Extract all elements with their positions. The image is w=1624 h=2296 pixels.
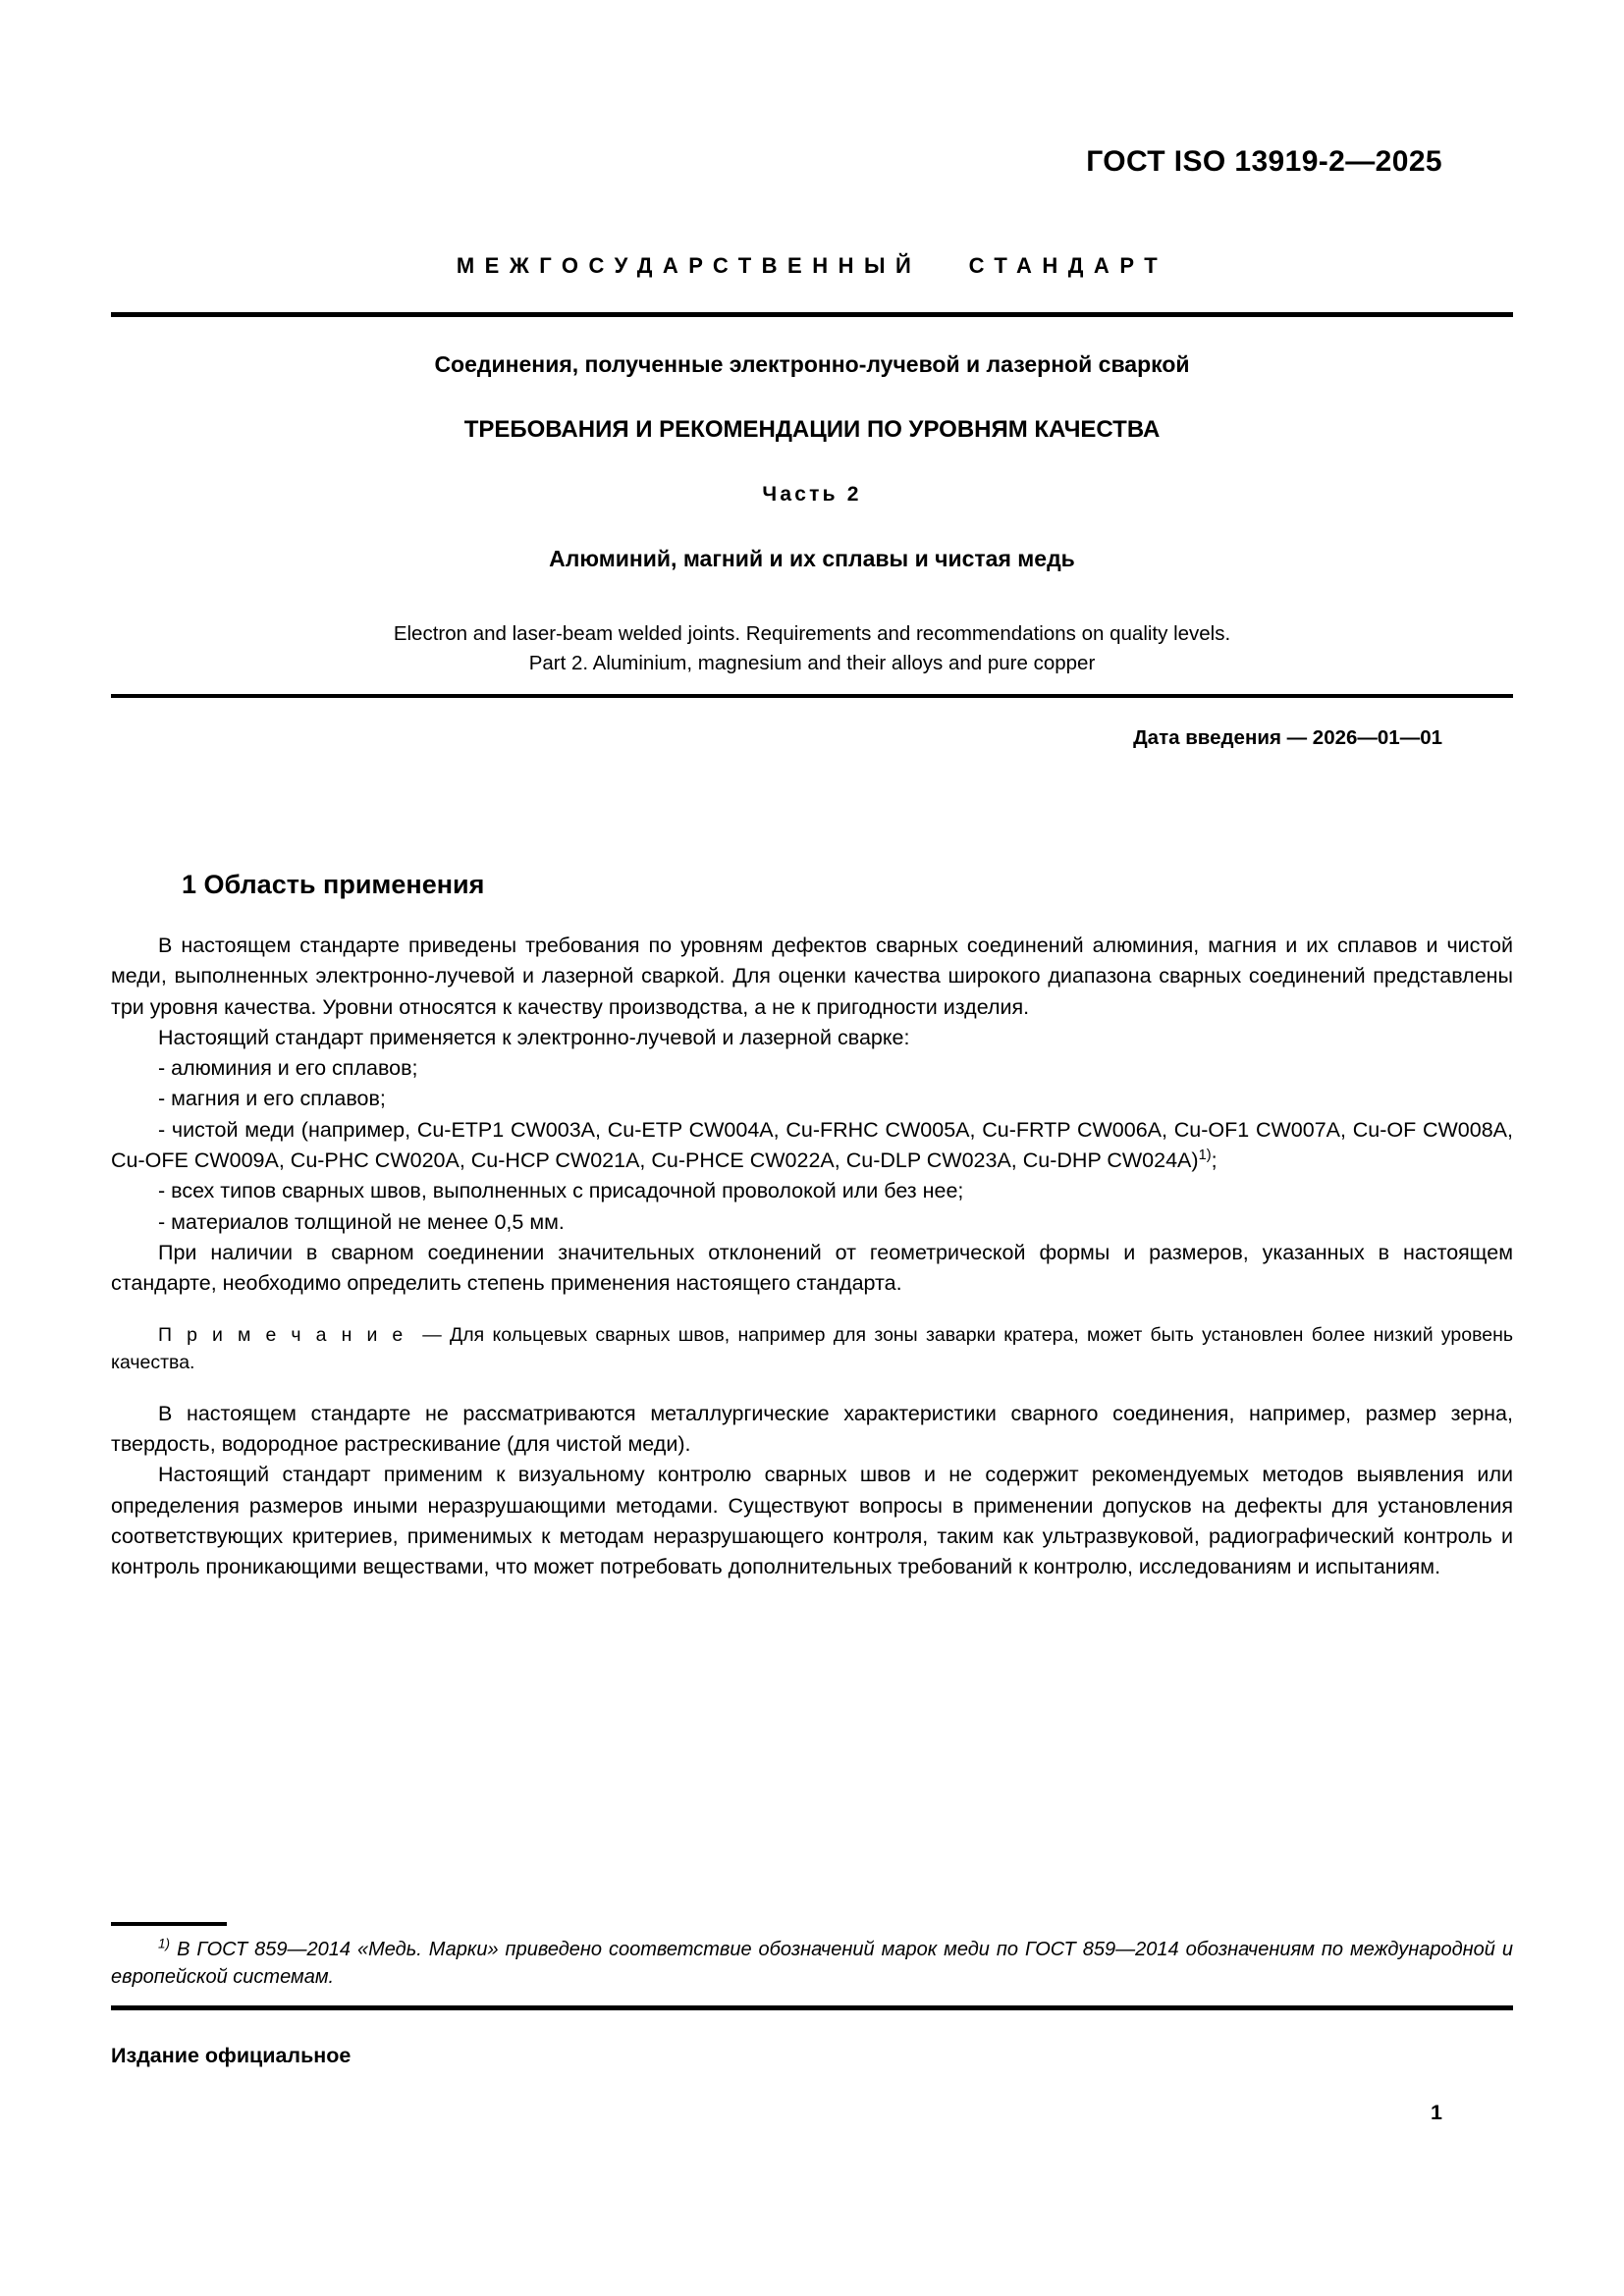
list-item-pure-copper-text: - чистой меди (например, Cu-ETP1 CW003A, Cu-ETP CW004A, Cu-FRHC CW005A, Cu-FRTP CW006A, Cu-OF1 CW007A, Cu-OF CW008A, Cu-OFE CW009A, Cu-PHC CW020A, Cu-HCP CW021A, Cu-PHCE CW022A, Cu-DLP CW023A, Cu-DHP CW024A) — [111, 1117, 1513, 1172]
list-item-weld-types: - всех типов сварных швов, выполненных с присадочной проволокой или без нее; — [158, 1179, 964, 1203]
standard-kind-word-1: МЕЖГОСУДАРСТВЕННЫЙ — [456, 253, 922, 278]
note-label: П р и м е ч а н и е — [158, 1324, 406, 1347]
standard-kind-word-2: СТАНДАРТ — [968, 253, 1168, 278]
footer-divider-rule — [111, 2005, 1513, 2010]
footnote-separator-rule — [111, 1922, 227, 1926]
footnote-entry — [111, 1936, 1513, 1992]
footnote-text: В ГОСТ 859—2014 «Медь. Марки» приведено соответствие обозначений марок меди по ГОСТ 859—2014 обозначениям по международной и европейской системам. — [111, 1939, 1513, 1989]
note-block — [111, 1322, 1513, 1376]
paragraph-scope-4: В настоящем стандарте не рассматриваются металлургические характеристики сварного соединения, например, размер зерна, твердость, водородное растрескивание (для чистой меди). — [111, 1401, 1513, 1457]
official-edition-label: Издание официальное — [111, 2044, 352, 2067]
list-item-aluminium: - алюминия и его сплавов; — [158, 1056, 418, 1081]
introduction-date: Дата введения — 2026—01—01 — [1133, 726, 1442, 749]
title-english — [111, 619, 1513, 676]
list-item-material-thickness: - материалов толщиной не менее 0,5 мм. — [158, 1209, 565, 1234]
paragraph-spacer — [111, 1377, 1513, 1399]
title-english-line-1: Electron and laser-beam welded joints. Requirements and recommendations on quality levels. — [393, 622, 1231, 646]
title-english-line-2: Part 2. Aluminium, magnesium and their alloys and pure copper — [528, 651, 1096, 674]
part-label: Часть 2 — [762, 483, 862, 507]
paragraph-scope-3: При наличии в сварном соединении значительных отклонений от геометрической формы и размеров, указанных в настоящем стандарте, необходимо определить степень применения настоящего стандарта. — [111, 1240, 1513, 1296]
standard-kind-heading — [111, 253, 1513, 279]
list-item-magnesium: - магния и его сплавов; — [158, 1087, 386, 1111]
note-text: — Для кольцевых сварных швов, например для зоны заварки кратера, может быть установлен более низкий уровень качества. — [111, 1324, 1513, 1374]
paragraph-scope-2: Настоящий стандарт применяется к электронно-лучевой и лазерной сварке: — [158, 1025, 910, 1049]
title-russian-line-2: ТРЕБОВАНИЯ И РЕКОМЕНДАЦИИ ПО УРОВНЯМ КАЧЕСТВА — [463, 415, 1161, 443]
paragraph-scope-1: В настоящем стандарте приведены требования по уровням дефектов сварных соединений алюминия, магния и их сплавов и чистой меди, выполненных электронно-лучевой и лазерной сваркой. Для оценки качества широкого диапазона сварных соединений представлены три уровня качества. Уровни относятся к качеству производства, а не к пригодности изделия. — [111, 934, 1513, 1019]
document-number: ГОСТ ISO 13919-2—2025 — [1086, 145, 1442, 178]
title-russian-line-1: Соединения, полученные электронно-лучевой и лазерной сваркой — [434, 351, 1190, 377]
footnote-reference-marker: 1) — [1198, 1147, 1212, 1163]
title-divider-rule — [111, 694, 1513, 698]
list-item-pure-copper — [111, 1115, 1513, 1177]
title-block — [111, 351, 1513, 677]
clause-body — [111, 931, 1513, 1582]
clause-heading-scope: 1 Область применения — [182, 870, 485, 899]
title-russian-line-3: Алюминий, магний и их сплавы и чистая медь — [549, 546, 1075, 572]
paragraph-scope-5: Настоящий стандарт применим к визуальному контролю сварных швов и не содержит рекомендуемых методов выявления или определения размеров иными неразрушающими методами. Существуют вопросы в применении допусков на дефекты для установления соответствующих критериев, применимых к методам неразрушающего контроля, таким как ультразвуковой, радиографический контроль и контроль проникающими веществами, что может потребовать дополнительных требований к контролю, исследованиям и испытаниям. — [111, 1463, 1513, 1579]
header-divider-rule — [111, 312, 1513, 317]
footnote-marker: 1) — [158, 1936, 171, 1951]
list-item-pure-copper-tail: ; — [1211, 1148, 1218, 1172]
footnote-block — [111, 1936, 1513, 1992]
page-number: 1 — [1431, 2101, 1442, 2124]
